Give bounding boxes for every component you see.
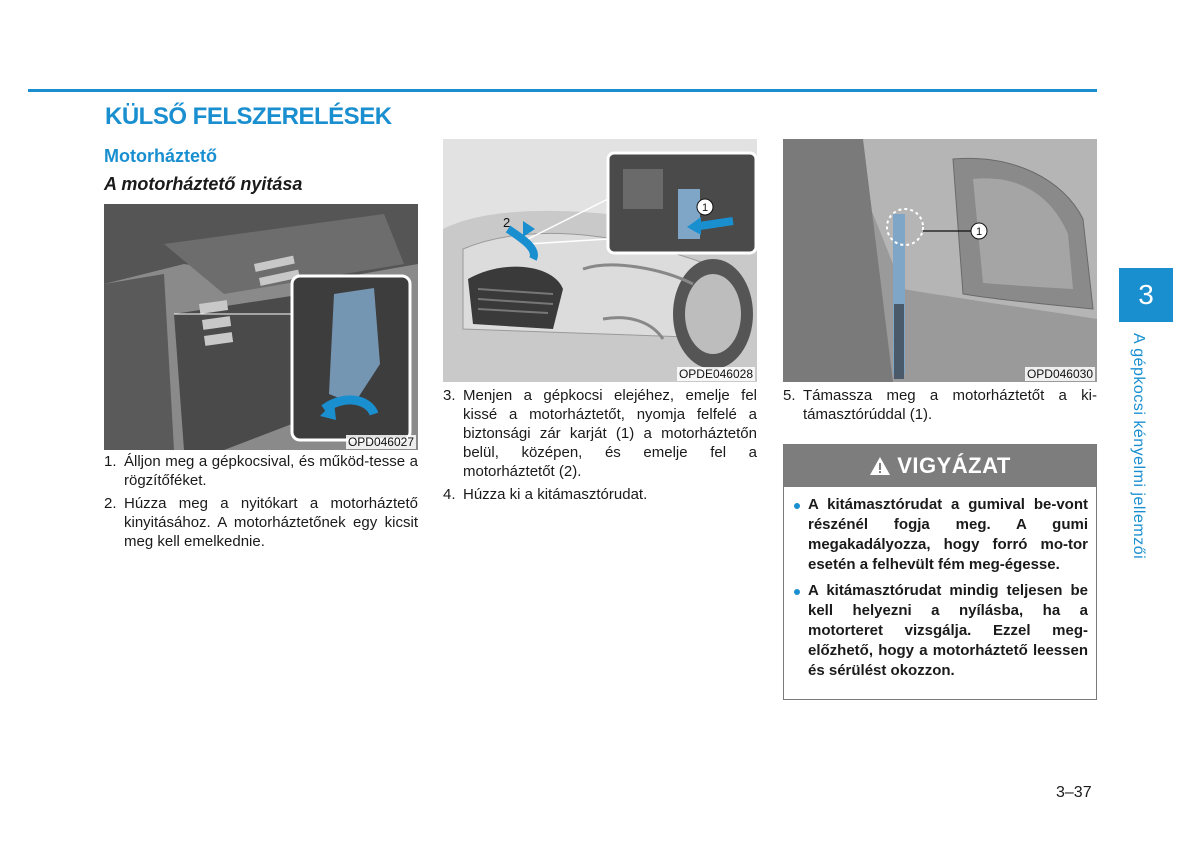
step-number: 2. <box>104 495 117 512</box>
figure-code: OPDE046028 <box>678 367 753 381</box>
top-rule <box>28 89 1097 92</box>
step-number: 1. <box>104 453 117 470</box>
step-text: Húzza meg a nyitókart a motorháztető kinyitásához. A motorháztetőnek egy kicsit meg kell emelkednie. <box>124 495 418 550</box>
page-number: 3–37 <box>1056 784 1092 801</box>
steps-list-3 <box>783 386 1097 428</box>
caution-item <box>792 581 1088 681</box>
warning-triangle-icon <box>869 456 891 476</box>
chapter-tab: 3 <box>1119 268 1173 322</box>
chapter-name <box>1125 333 1155 573</box>
figure-code: OPD046030 <box>1026 367 1093 381</box>
figure-safety-latch <box>443 139 757 382</box>
figure-support-rod <box>783 139 1097 382</box>
bullet-icon <box>794 589 800 595</box>
caution-item <box>792 495 1088 575</box>
step-number: 4. <box>443 486 456 503</box>
step-number: 5. <box>783 387 796 404</box>
step-item <box>783 386 1097 424</box>
steps-list-1 <box>104 452 418 555</box>
step-item <box>104 494 418 551</box>
chapter-name-text: A gépkocsi kényelmi jellemzői <box>1130 333 1147 560</box>
step-text: Álljon meg a gépkocsival, és működ-tesse a rögzítőféket. <box>124 453 418 489</box>
steps-list-2 <box>443 386 757 508</box>
caution-text: A kitámasztórudat mindig teljesen be kell helyezni a nyílásba, ha a motorteret vizsgálja. Ezzel meg-előzhető, hogy a motorháztető leessen és sérülést okozzon. <box>808 582 1088 679</box>
step-text: Menjen a gépkocsi elejéhez, emelje fel kissé a motorháztetőt, nyomja felfelé a biztonsági zár karját (1) a motorháztetőn belül, középen, és emelje fel a motorháztetőt (2). <box>463 387 757 480</box>
procedure-heading: A motorháztető nyitása <box>104 174 303 194</box>
step-text: Húzza ki a kitámasztórudat. <box>463 486 648 503</box>
caution-text: A kitámasztórudat a gumival be-vont részénél fogja meg. A gumi megakadályozza, hogy forró mo-tor esetén a felhevült fém meg-égesse. <box>808 496 1088 573</box>
callout-1: 1 <box>975 226 983 238</box>
caution-box <box>783 444 1097 700</box>
bullet-icon <box>794 503 800 509</box>
step-number: 3. <box>443 387 456 404</box>
step-item <box>443 485 757 504</box>
step-item <box>443 386 757 481</box>
step-item <box>104 452 418 490</box>
caution-header <box>784 445 1096 487</box>
caution-title: VIGYÁZAT <box>897 453 1011 478</box>
callout-2: 2 <box>503 215 511 230</box>
figure-hood-release-lever <box>104 204 418 450</box>
callout-1: 1 <box>701 202 709 214</box>
subsection-title: Motorháztető <box>104 146 217 166</box>
step-text: Támassza meg a motorháztetőt a ki-támasztórúddal (1). <box>803 387 1097 423</box>
caution-list <box>784 487 1096 681</box>
figure-code: OPD046027 <box>347 435 414 449</box>
section-title: KÜLSŐ FELSZERELÉSEK <box>105 103 392 130</box>
